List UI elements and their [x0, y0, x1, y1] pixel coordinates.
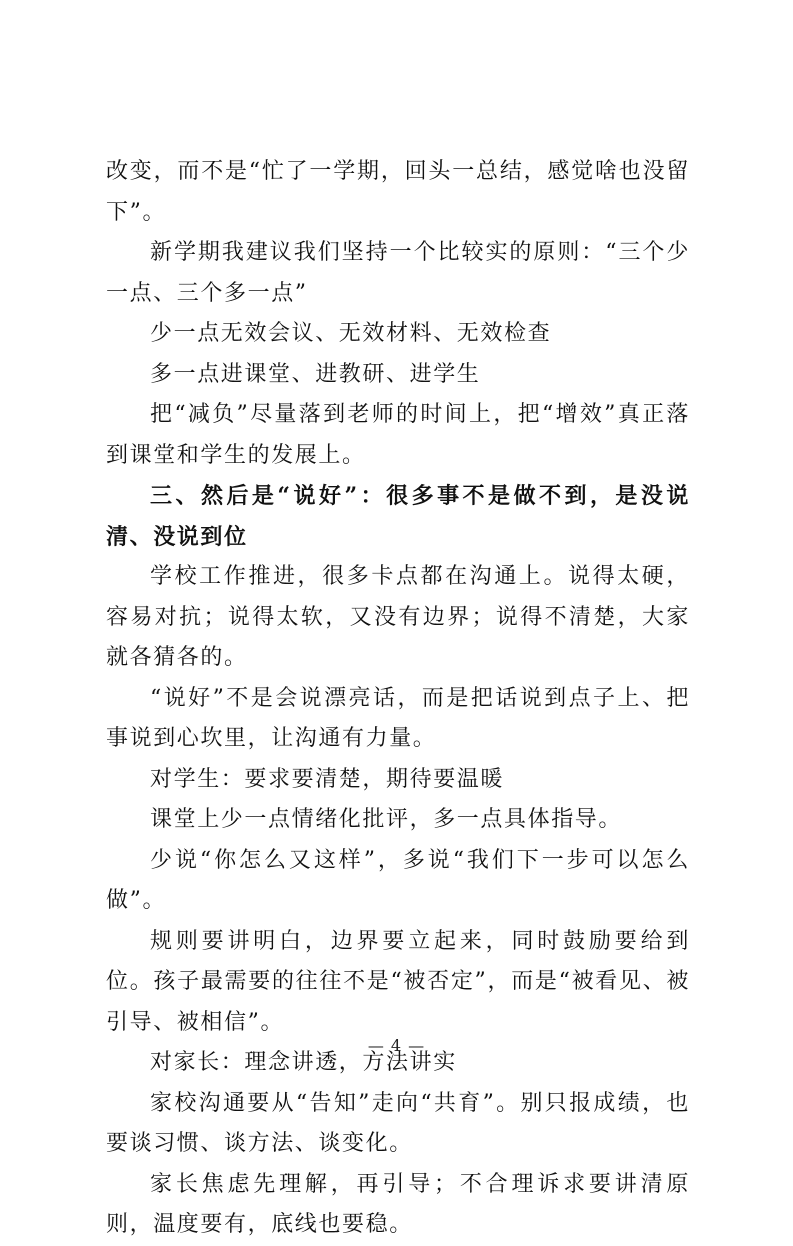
paragraph-11: 少说“你怎么又这样”，多说“我们下一步可以怎么做”。 [106, 847, 690, 913]
paragraph-10: 课堂上少一点情绪化批评，多一点具体指导。 [150, 807, 623, 832]
paragraph-14: 家校沟通要从“告知”走向“共育”。别只报成绩，也要谈习惯、谈方法、谈变化。 [106, 1090, 690, 1156]
paragraph-7: 学校工作推进，很多卡点都在沟通上。说得太硬，容易对抗；说得太软，又没有边界；说得不清楚，大家就各猜各的。 [106, 564, 690, 670]
paragraph-5: 把“减负”尽量落到老师的时间上，把“增效”真正落到课堂和学生的发展上。 [106, 402, 690, 468]
paragraph-4: 多一点进课堂、进教研、进学生 [150, 361, 481, 387]
paragraph-1: 改变，而不是“忙了一学期，回头一总结，感觉啥也没留下”。 [106, 159, 690, 225]
paragraph-12: 规则要讲明白，边界要立起来，同时鼓励要给到位。孩子最需要的往往不是“被否定”，而是“被看见、被引导、被相信”。 [106, 928, 690, 1035]
paragraph-3: 少一点无效会议、无效材料、无效检查 [150, 321, 552, 346]
paragraph-15: 家长焦虑先理解，再引导；不合理诉求要讲清原则，温度要有，底线也要稳。 [106, 1171, 690, 1237]
page-number: — 4 — [367, 1036, 426, 1055]
document-body [106, 152, 690, 1246]
paragraph-8: “说好”不是会说漂亮话，而是把话说到点子上、把事说到心坎里，让沟通有力量。 [106, 685, 690, 751]
section-heading-3: 三、然后是“说好”：很多事不是做不到，是没说清、没说到位 [106, 483, 690, 550]
paragraph-9: 对学生：要求要清楚，期待要温暖 [150, 766, 505, 792]
paragraph-2: 新学期我建议我们坚持一个比较实的原则：“三个少一点、三个多一点” [106, 240, 690, 306]
paragraph-13: 对家长：理念讲透，方法讲实 [150, 1050, 457, 1075]
